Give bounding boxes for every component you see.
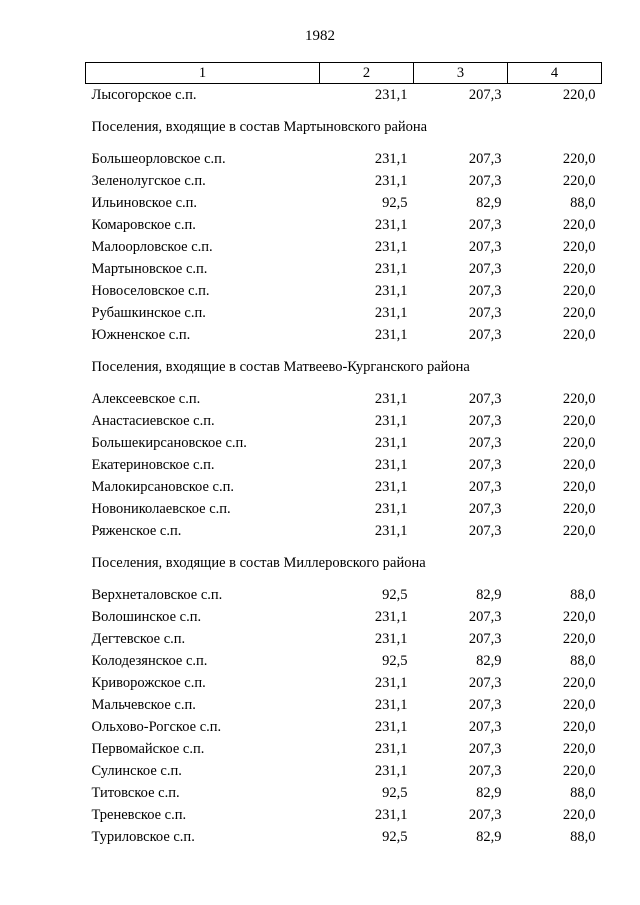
settlements-table (85, 62, 602, 848)
value-col-2: 92,5 (382, 785, 408, 801)
table-row (86, 432, 602, 454)
settlement-name: Мартыновское с.п. (91, 261, 208, 277)
value-col-2: 231,1 (374, 305, 408, 321)
value-col-2: 231,1 (374, 413, 408, 429)
settlement-name: Анастасиевское с.п. (91, 413, 215, 429)
value-col-3: 207,3 (468, 261, 502, 277)
settlement-name: Первомайское с.п. (91, 741, 205, 757)
table-row (86, 672, 602, 694)
value-col-2: 231,1 (374, 283, 408, 299)
value-col-3: 207,3 (468, 741, 502, 757)
settlement-name: Ольхово-Рогское с.п. (91, 719, 222, 735)
value-col-4: 220,0 (562, 501, 596, 517)
settlement-name: Комаровское с.п. (91, 217, 196, 233)
value-col-4: 220,0 (562, 413, 596, 429)
settlement-name: Треневское с.п. (91, 807, 187, 823)
value-col-3: 207,3 (468, 609, 502, 625)
value-col-3: 207,3 (468, 457, 502, 473)
value-col-3: 82,9 (476, 587, 502, 603)
group-heading-row (86, 346, 602, 388)
value-col-4: 88,0 (570, 829, 596, 845)
settlement-name: Южненское с.п. (91, 327, 191, 343)
settlement-name: Новоселовское с.п. (91, 283, 210, 299)
table-row (86, 476, 602, 498)
value-col-4: 220,0 (562, 151, 596, 167)
table-row (86, 324, 602, 346)
group-heading-row (86, 106, 602, 148)
value-col-4: 220,0 (562, 87, 596, 103)
value-col-2: 231,1 (374, 391, 408, 407)
table-row (86, 826, 602, 848)
column-header-1: 1 (86, 63, 320, 84)
column-header-4: 4 (508, 63, 602, 84)
table-row (86, 258, 602, 280)
value-col-3: 82,9 (476, 785, 502, 801)
value-col-3: 207,3 (468, 523, 502, 539)
value-col-3: 207,3 (468, 719, 502, 735)
group-heading-row (86, 542, 602, 584)
value-col-3: 207,3 (468, 391, 502, 407)
table-row (86, 498, 602, 520)
table-row (86, 606, 602, 628)
value-col-2: 231,1 (374, 457, 408, 473)
table-row (86, 628, 602, 650)
value-col-3: 82,9 (476, 195, 502, 211)
value-col-3: 207,3 (468, 87, 502, 103)
table-row (86, 760, 602, 782)
table-row (86, 694, 602, 716)
value-col-4: 88,0 (570, 195, 596, 211)
value-col-4: 220,0 (562, 283, 596, 299)
value-col-3: 207,3 (468, 239, 502, 255)
table-row (86, 192, 602, 214)
value-col-2: 231,1 (374, 327, 408, 343)
value-col-2: 92,5 (382, 195, 408, 211)
settlement-name: Большекирсановское с.п. (91, 435, 247, 451)
table-row (86, 236, 602, 258)
value-col-2: 231,1 (374, 151, 408, 167)
settlement-name: Ильиновское с.п. (91, 195, 198, 211)
table-row (86, 738, 602, 760)
value-col-4: 220,0 (562, 719, 596, 735)
settlement-name: Рубашкинское с.п. (91, 305, 206, 321)
settlement-name: Сулинское с.п. (91, 763, 182, 779)
value-col-2: 231,1 (374, 807, 408, 823)
table-row (86, 520, 602, 542)
value-col-3: 207,3 (468, 327, 502, 343)
value-col-2: 231,1 (374, 719, 408, 735)
settlement-name: Титовское с.п. (91, 785, 180, 801)
value-col-4: 220,0 (562, 305, 596, 321)
value-col-3: 207,3 (468, 697, 502, 713)
value-col-2: 231,1 (374, 217, 408, 233)
value-col-3: 207,3 (468, 435, 502, 451)
table-row (86, 804, 602, 826)
table-row (86, 214, 602, 236)
settlement-name: Верхнеталовское с.п. (91, 587, 223, 603)
value-col-3: 207,3 (468, 217, 502, 233)
group-heading: Поселения, входящие в состав Миллеровского района (91, 555, 426, 571)
settlement-name: Туриловское с.п. (91, 829, 195, 845)
header-row (86, 63, 602, 84)
value-col-2: 231,1 (374, 697, 408, 713)
value-col-4: 220,0 (562, 631, 596, 647)
value-col-3: 207,3 (468, 763, 502, 779)
value-col-2: 231,1 (374, 675, 408, 691)
value-col-4: 88,0 (570, 587, 596, 603)
settlement-name: Мальчевское с.п. (91, 697, 196, 713)
value-col-4: 220,0 (562, 435, 596, 451)
value-col-4: 220,0 (562, 479, 596, 495)
table-header (86, 63, 602, 84)
value-col-3: 207,3 (468, 305, 502, 321)
value-col-4: 220,0 (562, 609, 596, 625)
column-header-2: 2 (320, 63, 414, 84)
value-col-4: 220,0 (562, 173, 596, 189)
value-col-2: 92,5 (382, 587, 408, 603)
value-col-2: 231,1 (374, 435, 408, 451)
settlement-name: Ряженское с.п. (91, 523, 182, 539)
table-row (86, 170, 602, 192)
value-col-2: 231,1 (374, 763, 408, 779)
value-col-3: 82,9 (476, 829, 502, 845)
value-col-3: 207,3 (468, 173, 502, 189)
value-col-2: 231,1 (374, 239, 408, 255)
value-col-4: 220,0 (562, 239, 596, 255)
group-heading: Поселения, входящие в состав Мартыновского района (91, 119, 428, 135)
settlement-name: Волошинское с.п. (91, 609, 202, 625)
page-number: 1982 (305, 28, 335, 44)
value-col-2: 231,1 (374, 501, 408, 517)
value-col-4: 220,0 (562, 763, 596, 779)
value-col-4: 220,0 (562, 807, 596, 823)
settlement-name: Криворожское с.п. (91, 675, 206, 691)
value-col-3: 207,3 (468, 283, 502, 299)
table-row (86, 302, 602, 324)
value-col-3: 207,3 (468, 807, 502, 823)
settlement-name: Большеорловское с.п. (91, 151, 226, 167)
value-col-3: 207,3 (468, 675, 502, 691)
settlement-name: Лысогорское с.п. (91, 87, 197, 103)
table-row (86, 388, 602, 410)
table-body (86, 84, 602, 849)
table-row (86, 782, 602, 804)
value-col-2: 92,5 (382, 653, 408, 669)
value-col-4: 220,0 (562, 741, 596, 757)
value-col-4: 220,0 (562, 391, 596, 407)
table-row (86, 584, 602, 606)
value-col-4: 220,0 (562, 523, 596, 539)
settlement-name: Зеленолугское с.п. (91, 173, 206, 189)
value-col-4: 220,0 (562, 327, 596, 343)
value-col-3: 207,3 (468, 413, 502, 429)
value-col-2: 92,5 (382, 829, 408, 845)
settlement-name: Дегтевское с.п. (91, 631, 186, 647)
value-col-4: 220,0 (562, 457, 596, 473)
table-row (86, 650, 602, 672)
settlement-name: Колодезянское с.п. (91, 653, 208, 669)
value-col-4: 220,0 (562, 697, 596, 713)
table-row (86, 454, 602, 476)
settlement-name: Малокирсановское с.п. (91, 479, 234, 495)
settlement-name: Екатериновское с.п. (91, 457, 215, 473)
table-row (86, 148, 602, 170)
table-row (86, 410, 602, 432)
value-col-2: 231,1 (374, 523, 408, 539)
value-col-2: 231,1 (374, 173, 408, 189)
group-heading: Поселения, входящие в состав Матвеево-Курганского района (91, 359, 470, 375)
value-col-2: 231,1 (374, 631, 408, 647)
settlement-name: Малоорловское с.п. (91, 239, 213, 255)
value-col-3: 207,3 (468, 151, 502, 167)
value-col-4: 88,0 (570, 653, 596, 669)
settlement-name: Новониколаевское с.п. (91, 501, 231, 517)
value-col-3: 207,3 (468, 501, 502, 517)
value-col-2: 231,1 (374, 87, 408, 103)
value-col-2: 231,1 (374, 261, 408, 277)
settlement-name: Алексеевское с.п. (91, 391, 201, 407)
table-row (86, 716, 602, 738)
value-col-3: 207,3 (468, 479, 502, 495)
value-col-4: 220,0 (562, 217, 596, 233)
value-col-4: 220,0 (562, 675, 596, 691)
value-col-4: 88,0 (570, 785, 596, 801)
value-col-2: 231,1 (374, 479, 408, 495)
value-col-3: 82,9 (476, 653, 502, 669)
column-header-3: 3 (414, 63, 508, 84)
value-col-4: 220,0 (562, 261, 596, 277)
table-row (86, 280, 602, 302)
table-row (86, 84, 602, 107)
value-col-2: 231,1 (374, 609, 408, 625)
value-col-2: 231,1 (374, 741, 408, 757)
value-col-3: 207,3 (468, 631, 502, 647)
